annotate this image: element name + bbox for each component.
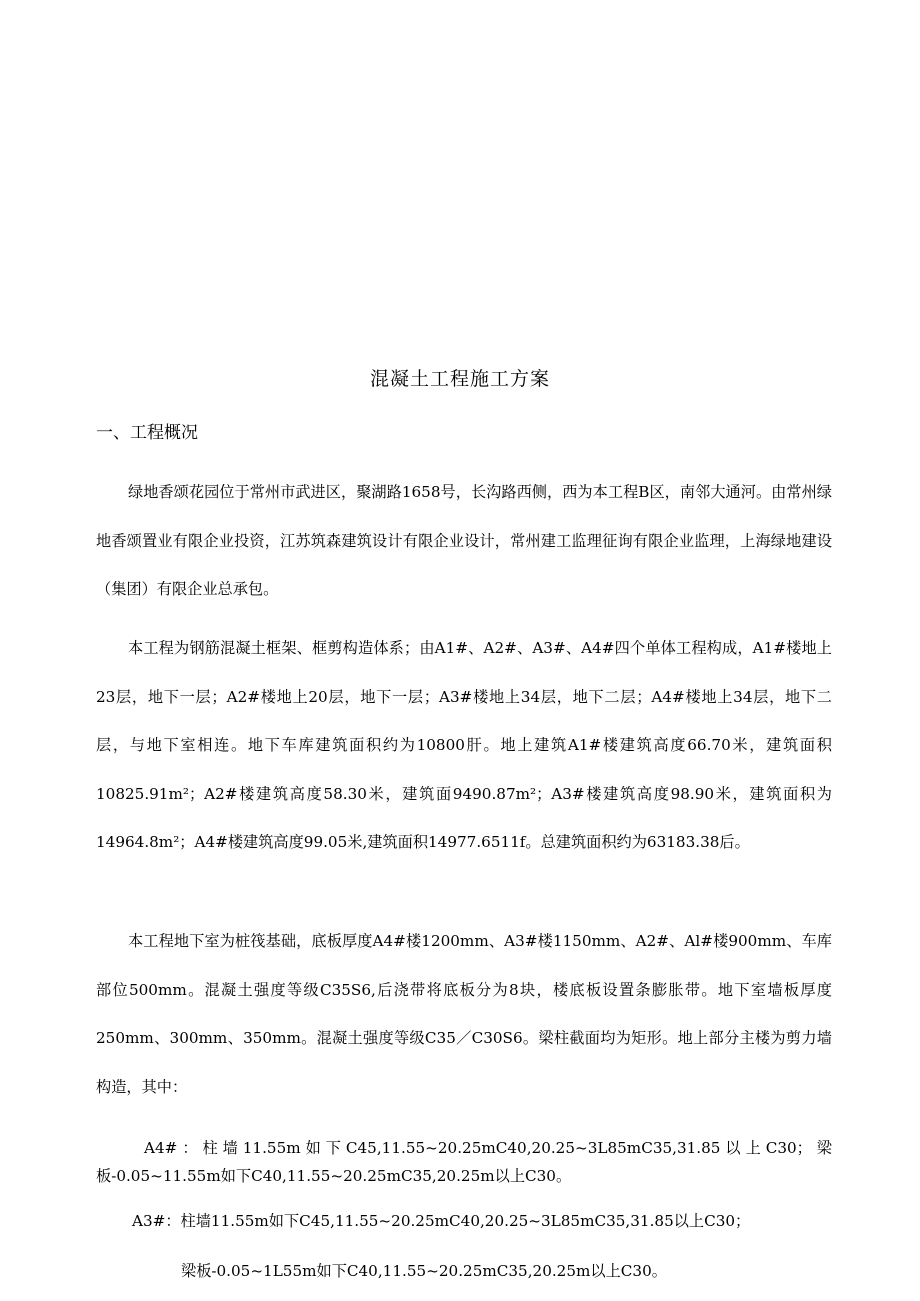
paragraph-building-structure: 本工程为钢筋混凝土框架、框剪构造体系；由A1#、A2#、A3#、A4#四个单体工程构成，A1#楼地上23层，地下一层；A2#楼地上20层，地下一层；A3#楼地上34层，地下二层；A4#楼地上34层，地下二层，与地下室相连。地下车库建筑面积约为10800肝。地上建筑A1#楼建筑高度66.70米，建筑面积10825.91m²；A2#楼建筑高度58.30米，建筑面9490.87m²；A3#楼建筑高度98.90米，建筑面积为14964.8m²；A4#楼建筑高度99.05米,建筑面积14977.6511f。总建筑面积约为63183.38后。 [96, 639, 832, 851]
page-title: 混凝土工程施工方案 [369, 368, 550, 390]
paragraph-foundation: 本工程地下室为桩筏基础，底板厚度A4#楼1200mm、A3#楼1150mm、A2#、Al#楼900mm、车库部位500mm。混凝土强度等级C35S6,后浇带将底板分为8块，楼底板设置条膨胀带。地下室墙板厚度250mm、300mm、350mm。混凝土强度等级C35／C30S6。梁柱截面均为矩形。地上部分主楼为剪力墙构造，其中： [96, 932, 832, 1096]
spec-a4: A4#：柱墙11.55m如下C45,11.55~20.25mC40,20.25~3L85mC35,31.85以上C30；梁板-0.05~11.55m如下C40,11.55~20.25mC35,20.25m以上C30。 [96, 1139, 832, 1185]
spec-a3-beams: 梁板-0.05~1L55m如下C40,11.55~20.25mC35,20.25m以上C30。 [181, 1262, 667, 1280]
section-heading: 一、工程概况 [96, 423, 198, 443]
paragraph-project-location: 绿地香颂花园位于常州市武进区，聚湖路1658号，长沟路西侧，西为本工程B区，南邻大通河。由常州绿地香颂置业有限企业投资，江苏筑森建筑设计有限企业设计，常州建工监理征询有限企业监理，上海绿地建设（集团）有限企业总承包。 [96, 483, 832, 598]
spec-a3-columns: A3#：柱墙11.55m如下C45,11.55~20.25mC40,20.25~3L85mC35,31.85以上C30； [132, 1212, 751, 1230]
